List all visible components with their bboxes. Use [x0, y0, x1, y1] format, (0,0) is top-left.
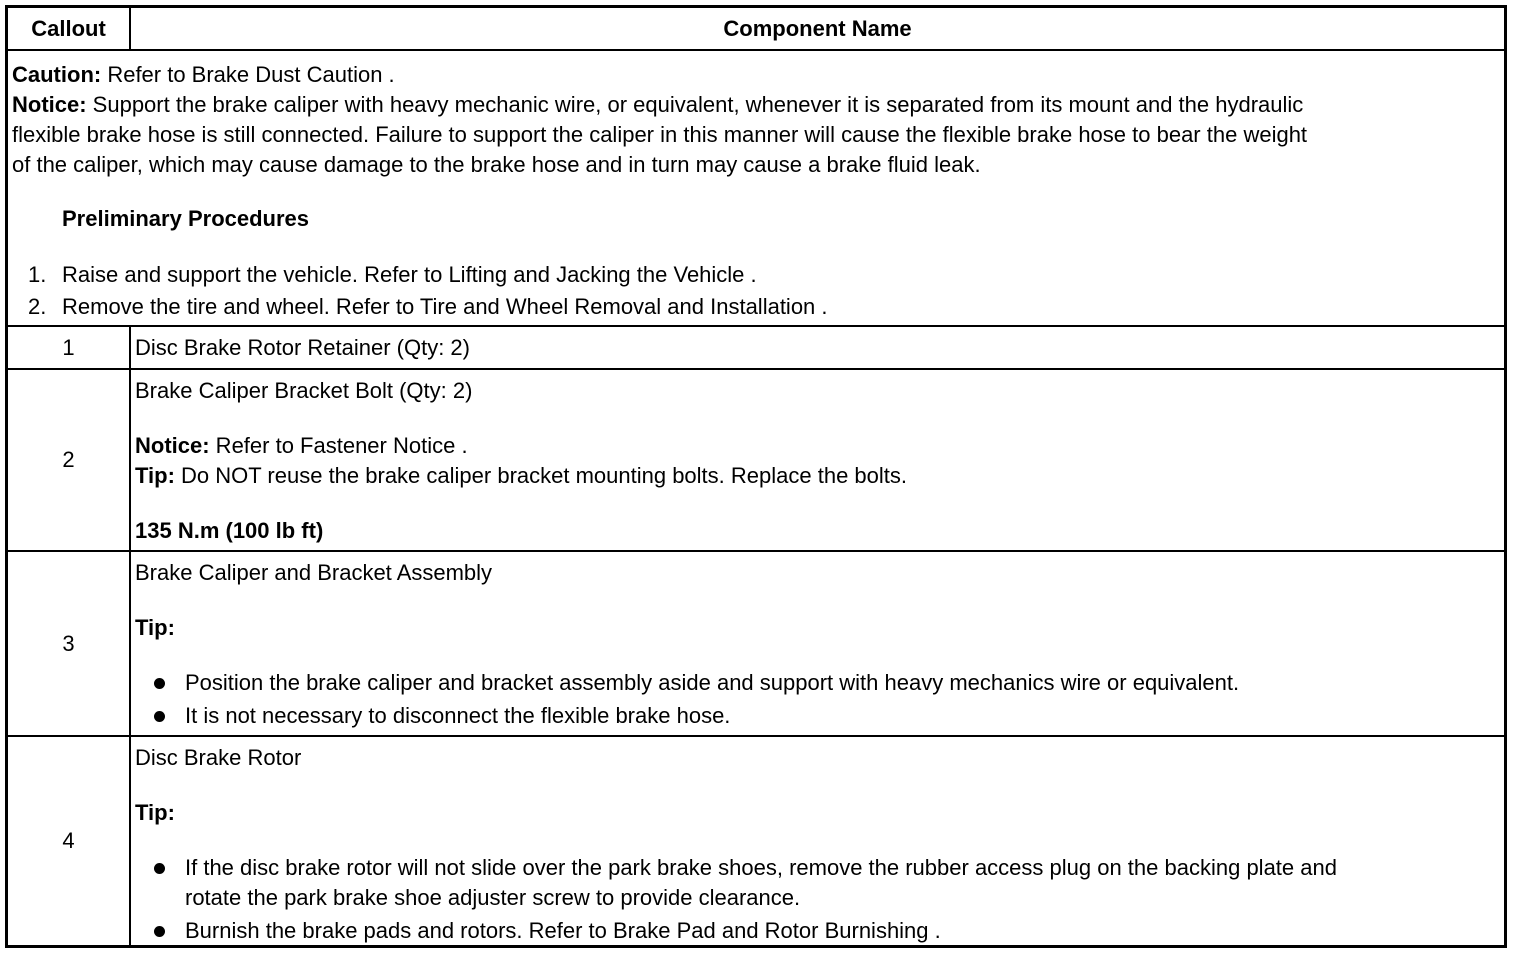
table-row	[8, 327, 1504, 370]
callout-4: 4	[62, 828, 75, 853]
callout-1: 1	[62, 334, 75, 360]
component-title-4: Disc Brake Rotor	[135, 745, 302, 770]
caution-text: Refer to Brake Dust Caution .	[101, 62, 395, 87]
step-text-2: Remove the tire and wheel. Refer to Tire and Wheel Removal and Installation .	[62, 294, 828, 319]
torque-spec: 135 N.m (100 lb ft)	[135, 518, 324, 543]
table-row	[8, 370, 1504, 552]
caution-line	[12, 60, 395, 90]
step-number-1: 1.	[28, 262, 47, 287]
notice-label: Notice:	[12, 92, 87, 117]
notice-line-2: flexible brake hose is still connected. Failure to support the caliper in this manner will cause the flexible brake hose to bear the weight	[12, 122, 1308, 147]
component-title-3: Brake Caliper and Bracket Assembly	[135, 560, 493, 585]
bullet-text: Position the brake caliper and bracket assembly aside and support with heavy mechanics wire or equivalent.	[185, 670, 1240, 695]
notice-label: Notice:	[135, 433, 210, 458]
notice-line-3: of the caliper, which may cause damage to the brake hose and in turn may cause a brake fluid leak.	[12, 152, 981, 177]
callout-3: 3	[62, 630, 75, 656]
bullet-icon	[154, 863, 165, 874]
component-cell-4	[131, 737, 1504, 945]
table-row	[8, 737, 1504, 945]
component-cell-2	[131, 370, 1504, 550]
bullet-text: Burnish the brake pads and rotors. Refer to Brake Pad and Rotor Burnishing .	[185, 918, 941, 943]
table-row	[8, 552, 1504, 737]
table-header-row	[8, 8, 1504, 51]
bullet-icon	[154, 926, 165, 937]
tip-label: Tip:	[135, 463, 175, 488]
bullet-text: It is not necessary to disconnect the flexible brake hose.	[185, 703, 731, 728]
caution-label: Caution:	[12, 62, 102, 87]
intro-block	[8, 51, 1504, 327]
bullet-icon	[154, 678, 165, 689]
header-callout: Callout	[31, 15, 106, 41]
bullet-text-continued: rotate the park brake shoe adjuster screw to provide clearance.	[185, 885, 801, 910]
tip-label: Tip:	[135, 615, 175, 640]
notice-line	[135, 431, 468, 461]
component-title-2: Brake Caliper Bracket Bolt (Qty: 2)	[135, 378, 473, 403]
notice-text-1: Support the brake caliper with heavy mechanic wire, or equivalent, whenever it is separated from its mount and the hydraulic	[86, 92, 1304, 117]
bullet-text: If the disc brake rotor will not slide over the park brake shoes, remove the rubber access plug on the backing plate and	[185, 855, 1337, 880]
procedure-table	[5, 5, 1507, 948]
notice-text: Refer to Fastener Notice .	[209, 433, 468, 458]
component-cell-3	[131, 552, 1504, 735]
tip-label: Tip:	[135, 800, 175, 825]
header-component-name: Component Name	[723, 15, 912, 41]
notice-line-1	[12, 90, 1303, 120]
bullet-icon	[154, 711, 165, 722]
component-cell-1	[131, 327, 1504, 368]
tip-line	[135, 461, 907, 491]
component-title-1: Disc Brake Rotor Retainer (Qty: 2)	[135, 335, 470, 360]
callout-2: 2	[62, 447, 75, 472]
step-text-1: Raise and support the vehicle. Refer to Lifting and Jacking the Vehicle .	[62, 262, 757, 287]
step-number-2: 2.	[28, 294, 47, 319]
preliminary-heading: Preliminary Procedures	[62, 206, 310, 231]
tip-text: Do NOT reuse the brake caliper bracket mounting bolts. Replace the bolts.	[174, 463, 908, 488]
